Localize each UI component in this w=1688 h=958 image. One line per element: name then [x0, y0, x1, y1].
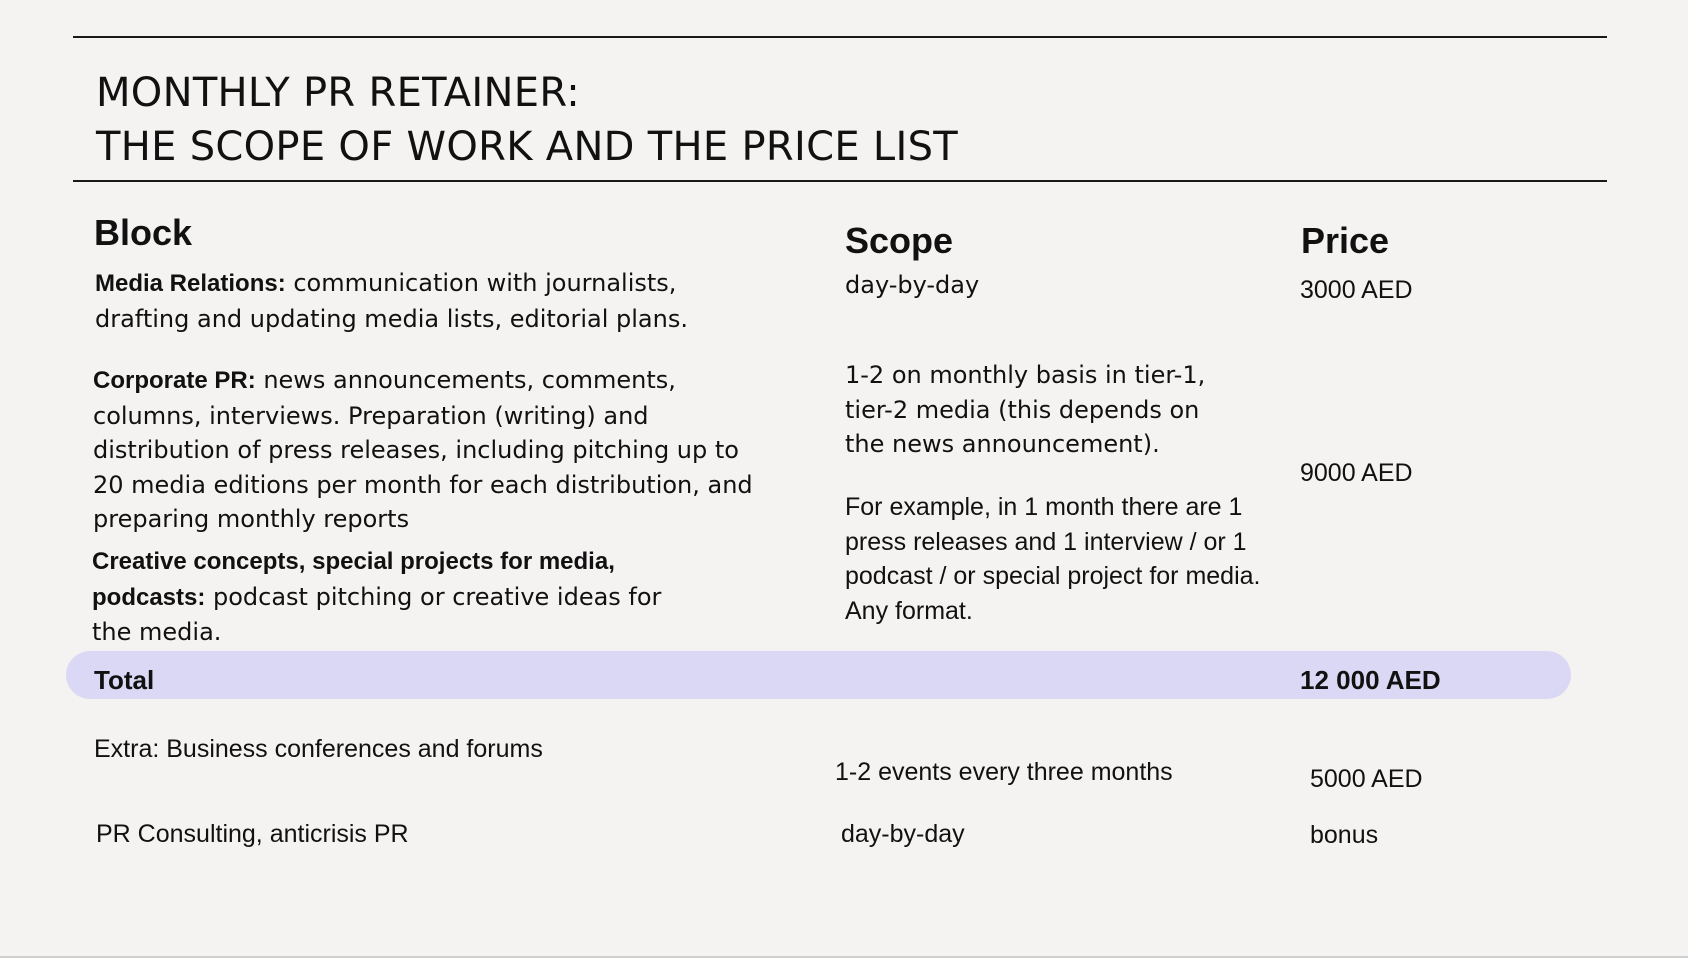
column-header-price: Price [1301, 220, 1390, 261]
corporate-pr-block [93, 363, 753, 537]
column-header-scope: Scope [845, 220, 954, 261]
extra-conferences-label: Extra: Business conferences and forums [94, 735, 543, 763]
extra-consulting-price: bonus [1310, 821, 1379, 849]
media-relations-label: Media Relations: [95, 270, 286, 297]
corporate-pr-scope-example: For example, in 1 month there are 1 press releases and 1 interview / or 1 podcast / or special project for media. Any format. [845, 493, 1261, 625]
media-relations-description: communication with journalists, drafting and updating media lists, editorial plans. [95, 269, 688, 333]
creative-concepts-label: Creative concepts, special projects for media, podcasts: [92, 548, 615, 611]
total-label: Total [94, 665, 155, 695]
media-relations-block [95, 266, 735, 336]
column-header-block: Block [94, 212, 193, 253]
corporate-pr-description: news announcements, comments, columns, interviews. Preparation (writing) and distribution of press releases, including pitching up to 20 media editions per month for each distribution, and preparing monthly reports [93, 366, 753, 533]
total-price: 12 000 AED [1300, 665, 1441, 695]
extra-consulting-label: PR Consulting, anticrisis PR [96, 820, 409, 848]
extra-consulting-scope: day-by-day [841, 820, 965, 848]
creative-concepts-block [92, 544, 692, 650]
page-title-line-1: MONTHLY PR RETAINER: [96, 70, 580, 116]
header-divider [73, 180, 1607, 182]
extra-conferences-price: 5000 AED [1310, 765, 1423, 793]
media-relations-scope: day-by-day [845, 271, 980, 299]
creative-concepts-description: podcast pitching or creative ideas for the media. [92, 582, 662, 646]
media-relations-price: 3000 AED [1300, 276, 1413, 304]
corporate-pr-scope-primary: 1-2 on monthly basis in tier-1, tier-2 media (this depends on the news announcement). [845, 361, 1206, 458]
corporate-pr-label: Corporate PR: [93, 367, 256, 394]
page-title-line-2: THE SCOPE OF WORK AND THE PRICE LIST [96, 124, 959, 170]
extra-conferences-scope: 1-2 events every three months [835, 758, 1173, 786]
corporate-pr-price: 9000 AED [1300, 459, 1413, 487]
top-divider [73, 36, 1607, 38]
